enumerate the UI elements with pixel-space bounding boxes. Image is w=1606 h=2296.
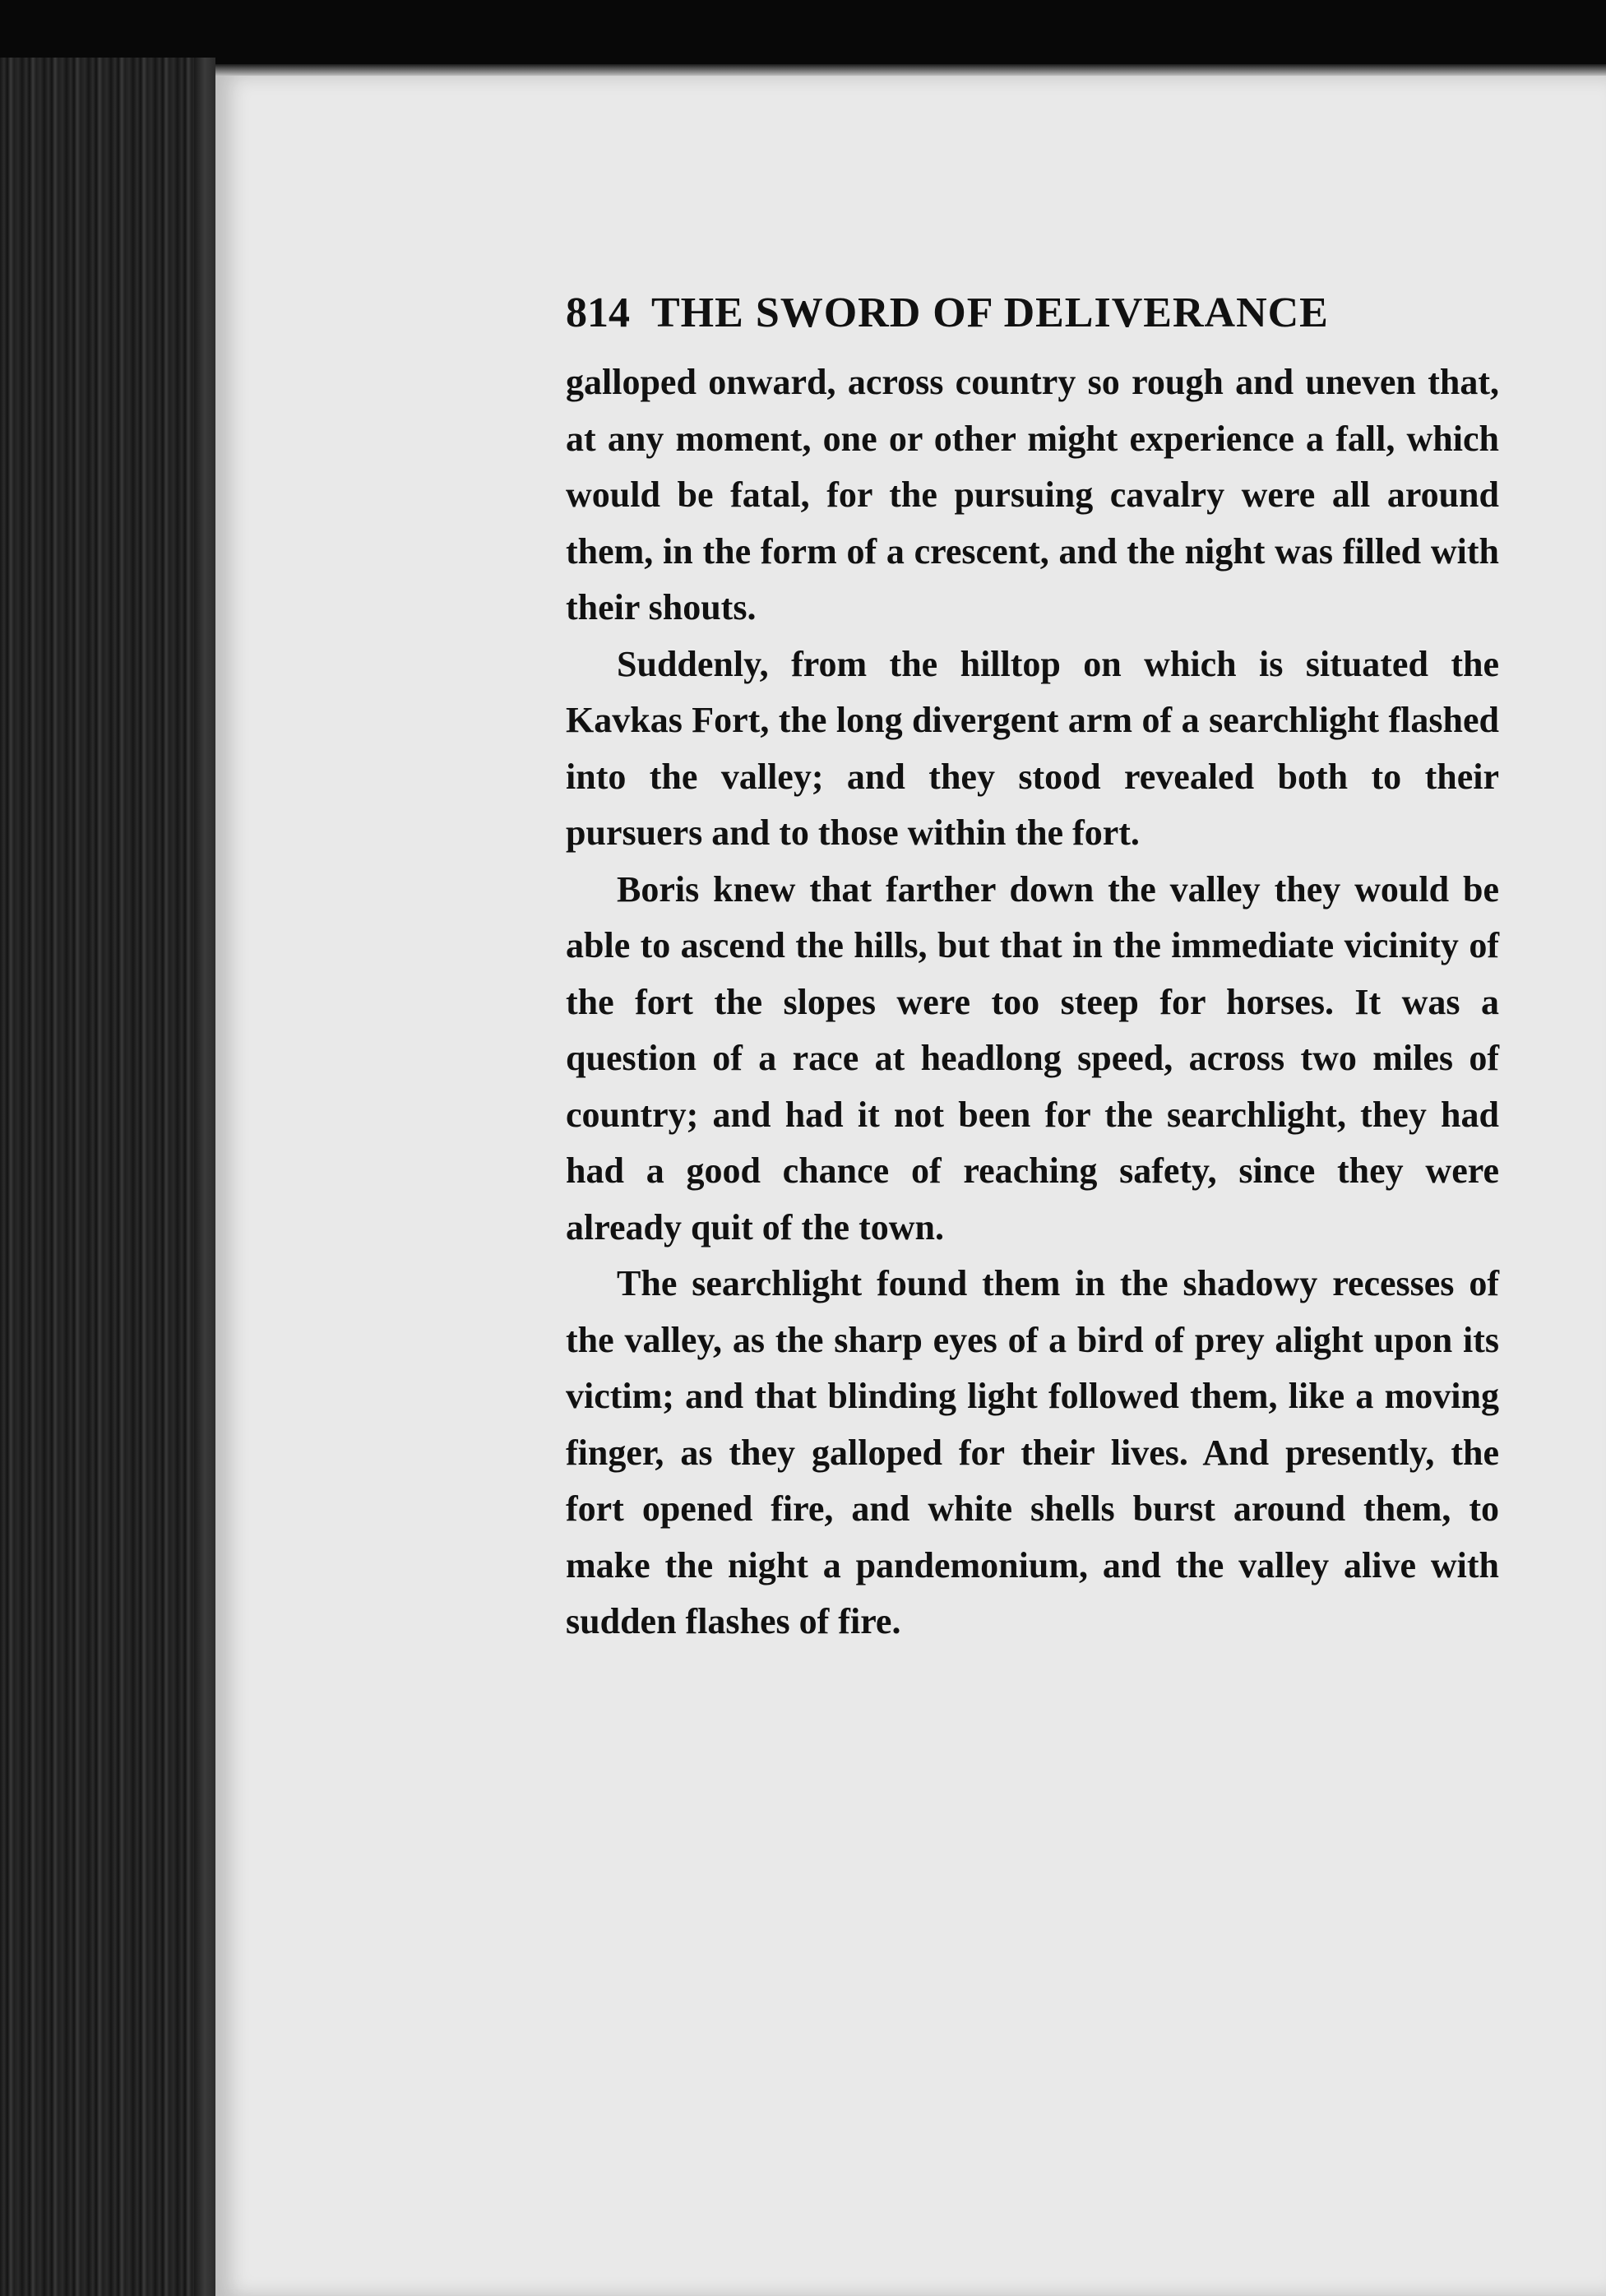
page-number: 814 <box>566 289 630 336</box>
paragraph: galloped onward, across country so rough and uneven that, at any moment, one or other might experience a fall, which would be fatal, for the pursuing cavalry were all around them, in the form of a crescent, and the night was filled with their shouts. <box>566 362 1499 627</box>
spine-edge <box>194 58 215 2296</box>
running-head <box>566 284 1499 343</box>
paragraph: Boris knew that farther down the valley they would be able to ascend the hills, but that in the immediate vicinity of the fort the slopes were too steep for horses. It was a question of a race at headlong speed, across two miles of country; and had it not been for the searchlight, they had had a good chance of reaching safety, since they were already quit of the town. <box>566 868 1499 1248</box>
paragraph: The searchlight found them in the shadowy recesses of the valley, as the sharp eyes of a bird of prey alight upon its victim; and that blinding light followed them, like a moving finger, as they galloped for their lives. And presently, the fort opened fire, and white shells burst around them, to make the night a pandemonium, and the valley alive with sudden flashes of fire. <box>566 1263 1499 1641</box>
body-text <box>566 354 1499 1650</box>
running-title: THE SWORD OF DELIVERANCE <box>651 289 1329 336</box>
paragraph: Suddenly, from the hilltop on which is situated the Kavkas Fort, the long divergent arm of a searchlight flashed into the valley; and they stood revealed both to their pursuers and to those within the fort. <box>566 643 1499 853</box>
book-spine <box>0 58 215 2296</box>
page-content <box>566 284 1499 1650</box>
